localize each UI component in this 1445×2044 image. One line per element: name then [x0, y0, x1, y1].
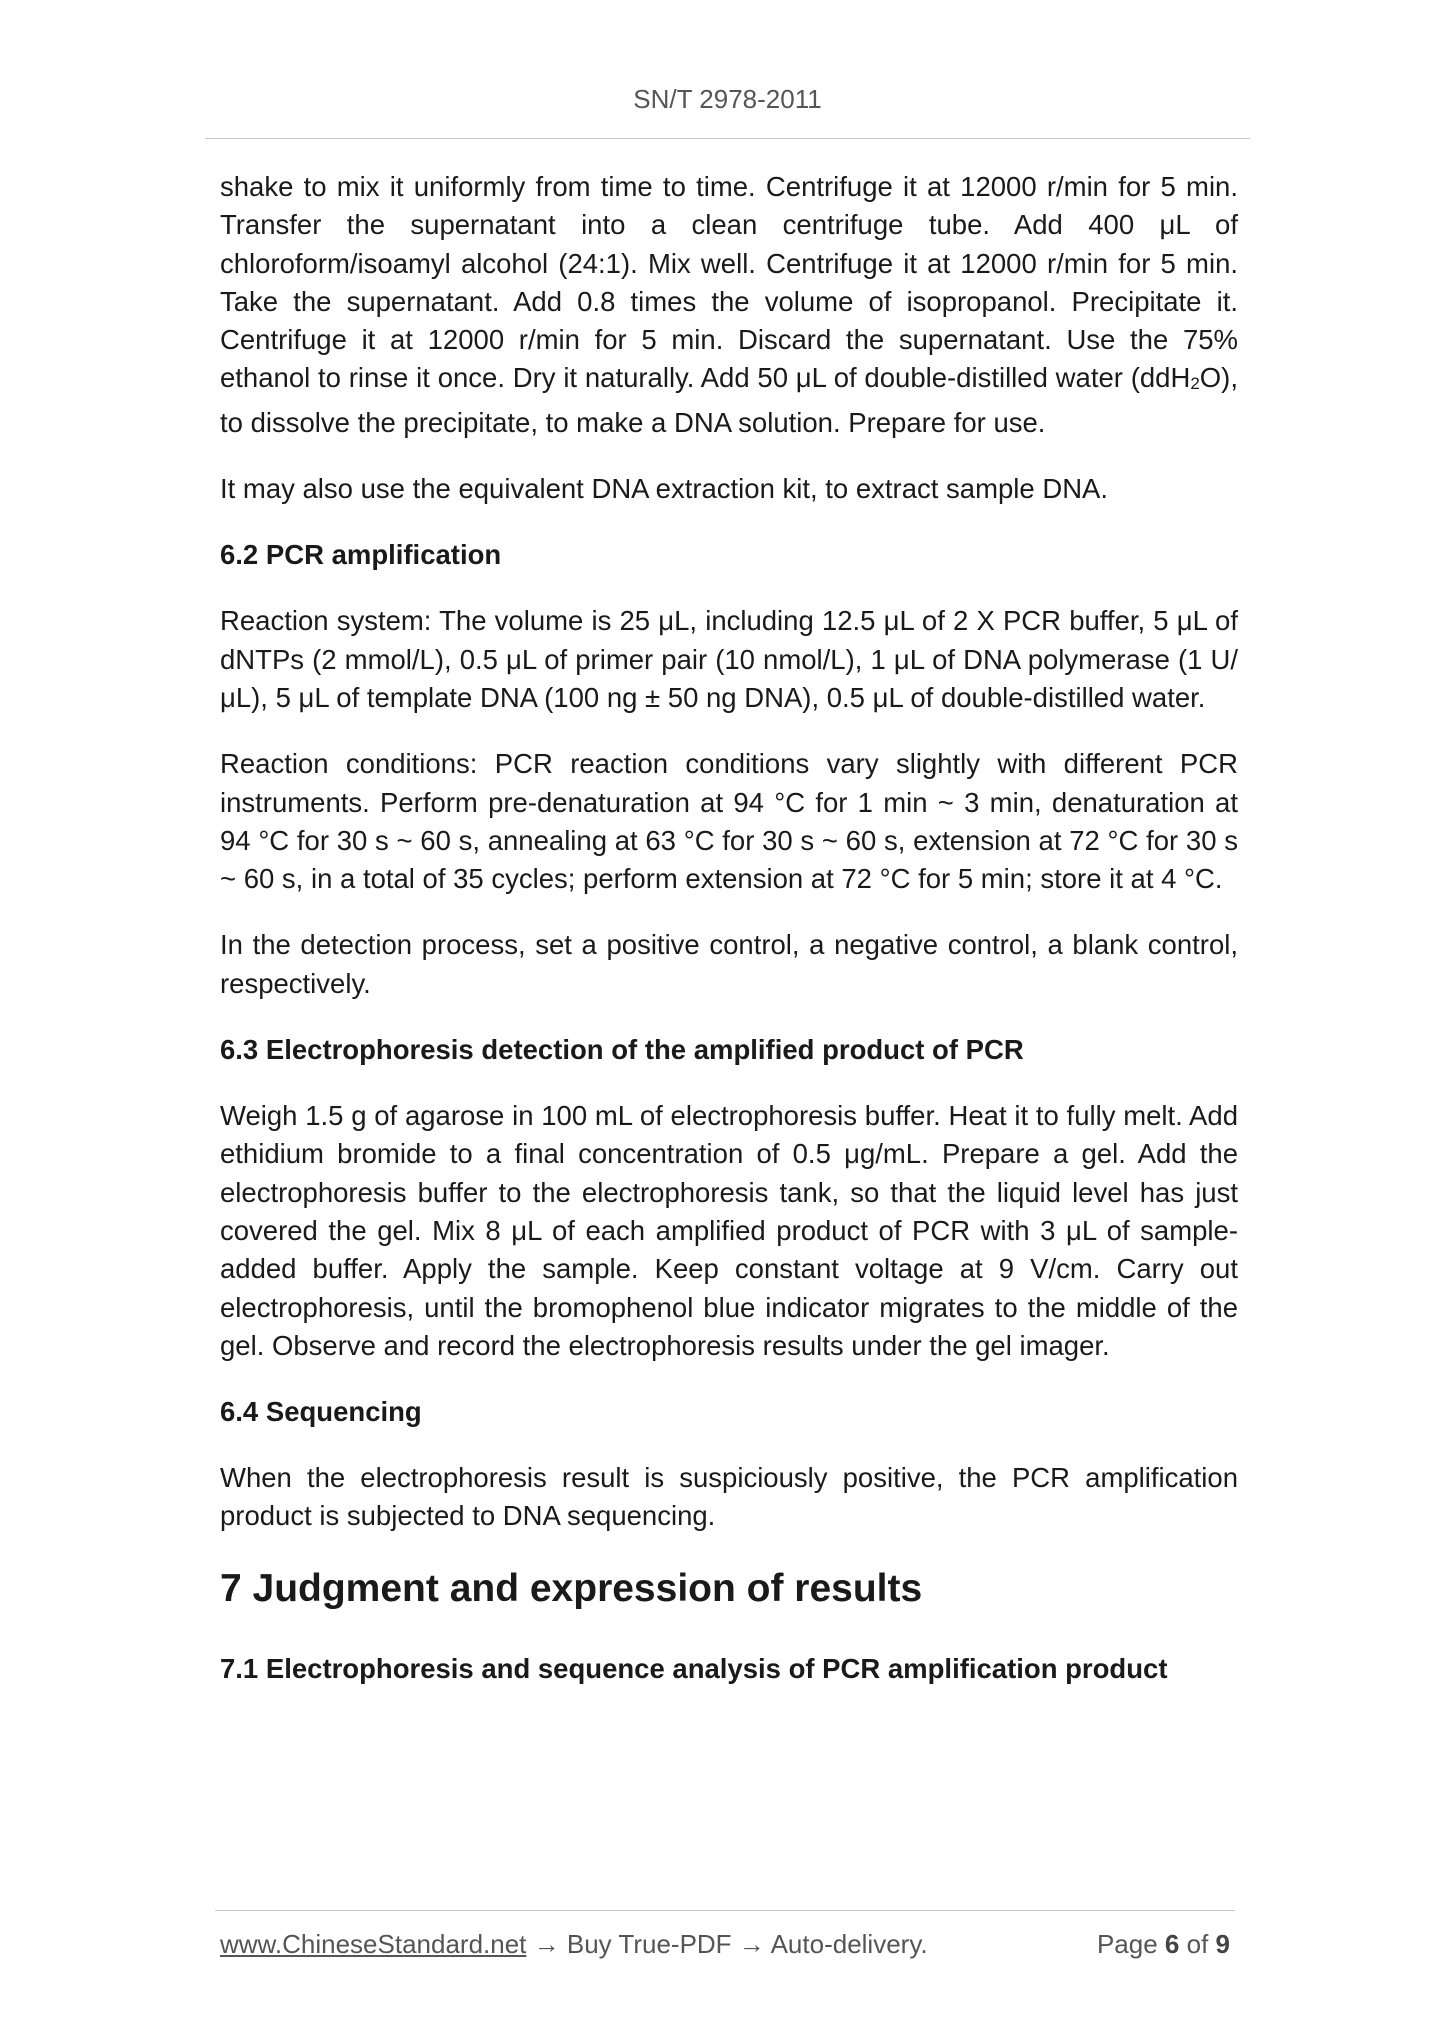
document-body — [220, 168, 1238, 1716]
delivery-text: → Auto-delivery. — [738, 1929, 928, 1959]
heading-7: 7 Judgment and expression of results — [220, 1566, 923, 1610]
paragraph-extraction-kit: It may also use the equivalent DNA extraction kit, to extract sample DNA. — [220, 473, 1109, 505]
total-pages: 9 — [1215, 1929, 1230, 1959]
paragraph-sequencing: When the electrophoresis result is suspiciously positive, the PCR amplification product is subjected to DNA sequencing. — [220, 1462, 1238, 1532]
page-footer — [220, 1929, 1230, 1969]
heading-6-4: 6.4 Sequencing — [220, 1396, 422, 1428]
chinesestandard-link[interactable]: www.ChineseStandard.net — [220, 1929, 527, 1959]
heading-6-2: 6.2 PCR amplification — [220, 539, 502, 571]
page-number: Page 6 of 9 — [1096, 1929, 1230, 1959]
subscript-2: 2 — [1190, 374, 1200, 394]
header-divider — [205, 138, 1250, 139]
paragraph-reaction-system: Reaction system: The volume is 25 μL, including 12.5 μL of 2 X PCR buffer, 5 μL of dNTPs (2 mmol/L), 0.5 μL of primer pair (10 nmol/L), 1 μL of DNA polymerase (1 U/μL), 5 μL of template DNA (100 ng ± 50 ng DNA), 0.5 μL of double-distilled water. — [220, 605, 1238, 713]
heading-6-3: 6.3 Electrophoresis detection of the amplified product of PCR — [220, 1034, 1024, 1066]
heading-7-1: 7.1 Electrophoresis and sequence analysis of PCR amplification product — [220, 1652, 1168, 1684]
paragraph-controls: In the detection process, set a positive control, a negative control, a blank control, respectively. — [220, 929, 1238, 999]
document-code: SN/T 2978-2011 — [633, 84, 822, 114]
buy-text: → Buy True-PDF — [526, 1929, 739, 1959]
paragraph-electrophoresis: Weigh 1.5 g of agarose in 100 mL of electrophoresis buffer. Heat it to fully melt. Add ethidium bromide to a final concentration of 0.5 μg/mL. Prepare a gel. Add the electrophoresis buffer to the electrophoresis tank, so that the liquid level has just covered the gel. Mix 8 μL of each amplified product of PCR with 3 μL of sample-added buffer. Apply the sample. Keep constant voltage at 9 V/cm. Carry out electrophoresis, until the bromophenol blue indicator migrates to the middle of the gel. Observe and record the electrophoresis results under the gel imager. — [220, 1100, 1238, 1361]
paragraph-extraction-steps: shake to mix it uniformly from time to time. Centrifuge it at 12000 r/min for 5 min. Transfer the supernatant into a clean centrifuge tube. Add 400 μL of chloroform/isoamyl alcohol (24:1). Mix well. Centrifuge it at 12000 r/min for 5 min. Take the supernatant. Add 0.8 times the volume of isopropanol. Precipitate it. Centrifuge it at 12000 r/min for 5 min. Discard the supernatant. Use the 75% ethanol to rinse it once. Dry it naturally. Add 50 μL of double-distilled water (ddH$_2$O), to dissolve the precipitate, to make a DNA solution. Prepare for use. — [220, 171, 1238, 438]
paragraph-reaction-conditions: Reaction conditions: PCR reaction conditions vary slightly with different PCR instruments. Perform pre-denaturation at 94 °C for 1 min ~ 3 min, denaturation at 94 °C for 30 s ~ 60 s, annealing at 63 °C for 30 s ~ 60 s, extension at 72 °C for 30 s ~ 60 s, in a total of 35 cycles; perform extension at 72 °C for 5 min; store it at 4 °C. — [220, 748, 1238, 895]
footer-promo — [220, 1929, 928, 1960]
current-page: 6 — [1164, 1929, 1180, 1959]
page-header — [205, 84, 1250, 115]
footer-divider — [215, 1910, 1235, 1911]
